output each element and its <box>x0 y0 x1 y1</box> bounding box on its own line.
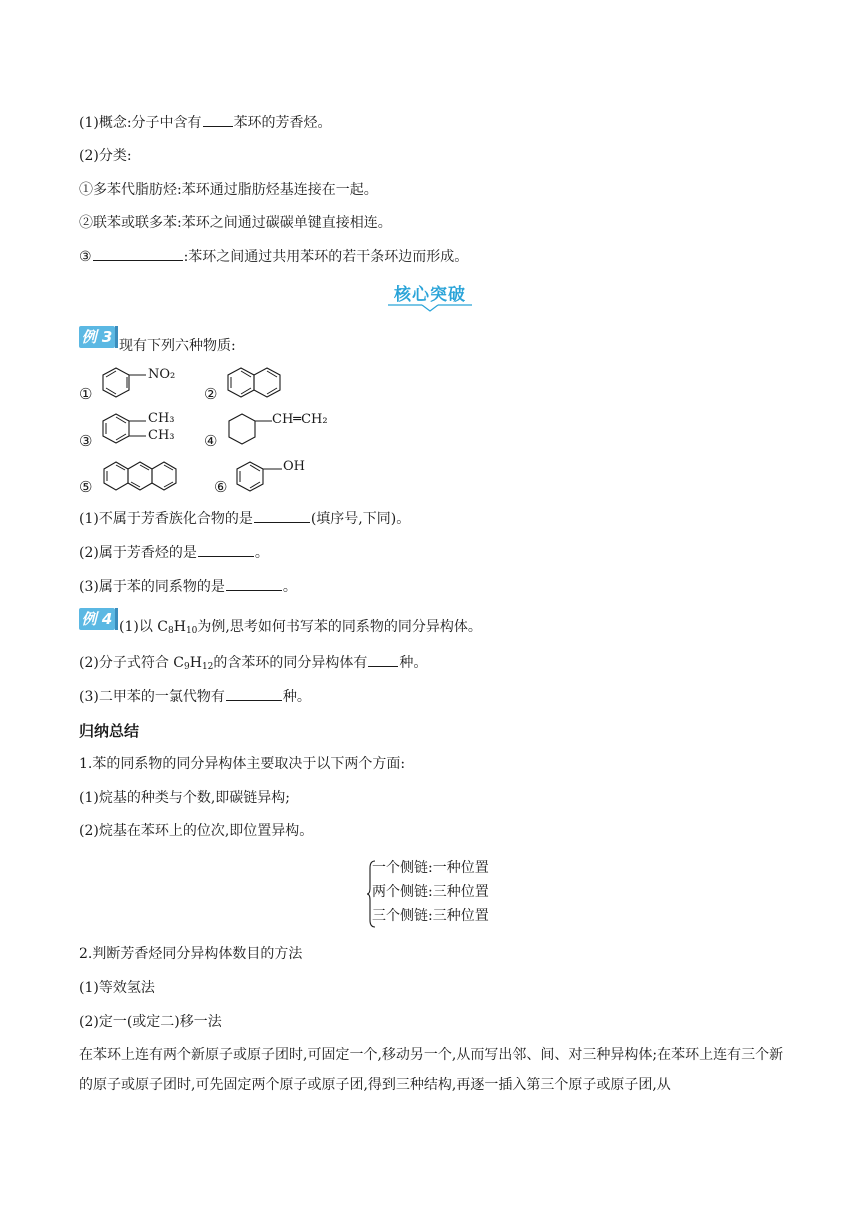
example-3-q2: (2)属于芳香烃的是 。 <box>79 542 269 563</box>
summary-p3: (2)烷基在苯环上的位次,即位置异构。 <box>79 823 314 839</box>
methyl-label: CH₃ <box>148 428 175 443</box>
example-3-q1: (1)不属于芳香族化合物的是 (填序号,下同)。 <box>79 508 410 529</box>
methyl-label: CH₃ <box>148 411 175 426</box>
fill-blank[interactable] <box>226 686 282 701</box>
fill-blank[interactable] <box>368 652 398 667</box>
summary-p7: 在苯环上连有两个新原子或原子团时,可固定一个,移动另一个,从而写出邻、间、对三种异构体;在苯环上连有三个新的原子或原子团时,可先固定两个原子或原子团,得到三种结构,再逐一插入第三个原子或原子团,从 <box>79 1047 784 1093</box>
item-3: ③ :苯环之间通过共用苯环的若干条环边而形成。 <box>79 246 468 267</box>
brace-item: 一个侧链:一种位置 <box>372 860 489 876</box>
fill-blank[interactable] <box>203 112 233 127</box>
summary-p5: (1)等效氢法 <box>79 980 155 996</box>
fill-blank[interactable] <box>254 508 310 523</box>
example-4-q1: (1)以 $C_8H_{10}$为例,思考如何书写苯的同系物的同分异构体。 <box>119 619 482 636</box>
naphthalene-structure-icon <box>226 364 288 404</box>
section-banner: 核心突破 <box>388 276 472 316</box>
hydroxyl-label: OH <box>283 459 305 474</box>
example-3-intro: 现有下列六种物质: <box>119 338 236 354</box>
example-4-badge: 例 4 <box>79 608 115 630</box>
anthracene-structure-icon <box>102 458 192 498</box>
structure-number: ⑥ <box>214 478 228 496</box>
structure-number: ⑤ <box>79 478 93 496</box>
nitrobenzene-structure-icon <box>100 364 190 404</box>
brace-item: 三个侧链:三种位置 <box>372 908 489 924</box>
summary-p2: (1)烷基的种类与个数,即碳链异构; <box>79 790 290 806</box>
summary-p6: (2)定一(或定二)移一法 <box>79 1014 222 1030</box>
example-3-q3: (3)属于苯的同系物的是 。 <box>79 576 297 597</box>
classify-line: (2)分类: <box>79 148 132 164</box>
example-4-q3: (3)二甲苯的一氯代物有 种。 <box>79 686 311 707</box>
item-1: ①多苯代脂肪烃:苯环通过脂肪烃基连接在一起。 <box>79 182 378 198</box>
example-3-badge: 例 3 <box>79 326 115 348</box>
banner-underline-icon <box>388 276 472 316</box>
nitro-label: NO₂ <box>148 367 176 382</box>
summary-p4: 2.判断芳香烃同分异构体数目的方法 <box>79 946 303 962</box>
concept-line: (1)概念:分子中含有 苯环的芳香烃。 <box>79 112 332 133</box>
vinylcyclohexane-structure-icon <box>226 408 276 454</box>
structure-number: ② <box>204 385 218 403</box>
fill-blank[interactable] <box>93 246 183 261</box>
fill-blank[interactable] <box>226 576 282 591</box>
structure-number: ③ <box>79 432 93 450</box>
vinyl-label: CH═CH₂ <box>272 412 328 427</box>
fill-blank[interactable] <box>198 542 254 557</box>
example-4-q2: (2)分子式符合 $C_9H_{12}$的含苯环的同分异构体有 种。 <box>79 652 427 677</box>
item-2: ②联苯或联多苯:苯环之间通过碳碳单键直接相连。 <box>79 215 392 231</box>
brace-item: 两个侧链:三种位置 <box>372 884 489 900</box>
structure-number: ④ <box>204 432 218 450</box>
summary-p1: 1.苯的同系物的同分异构体主要取决于以下两个方面: <box>79 756 406 772</box>
summary-title: 归纳总结 <box>79 722 140 740</box>
structure-number: ① <box>79 385 93 403</box>
